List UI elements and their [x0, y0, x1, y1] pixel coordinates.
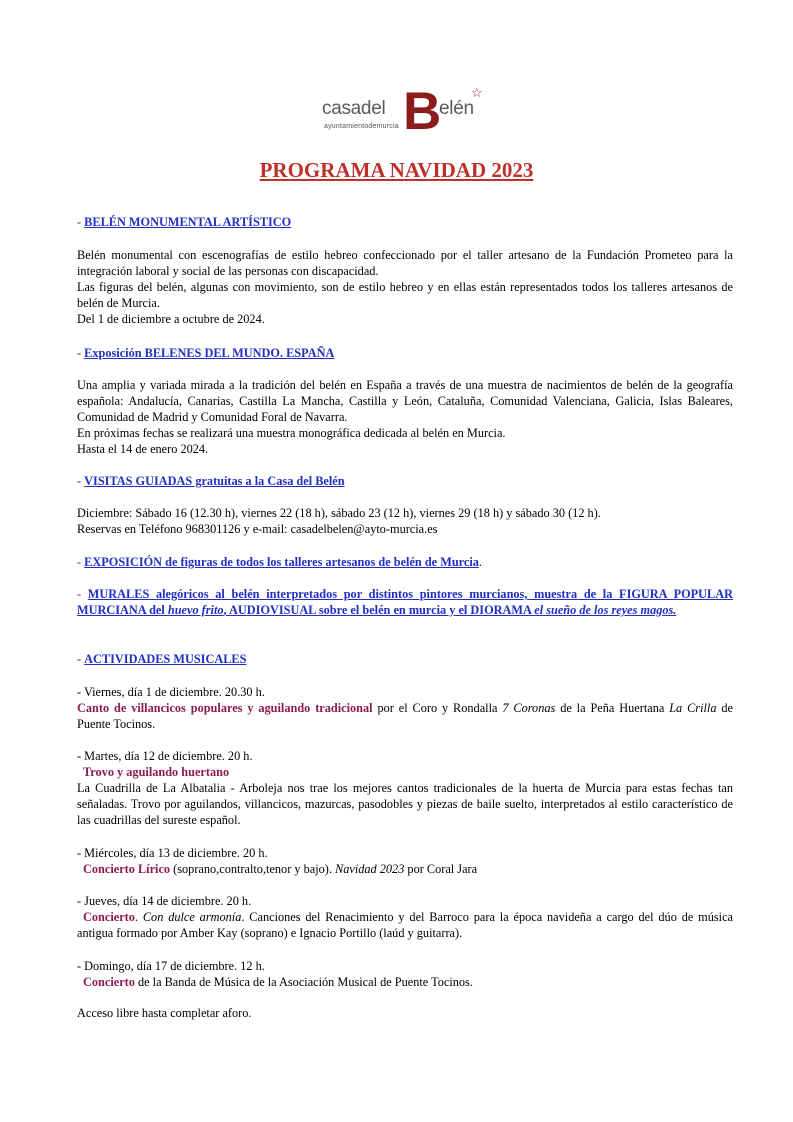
section-visitas-heading: - VISITAS GUIADAS gratuitas a la Casa del Belén — [77, 474, 345, 488]
event-2-title: Trovo y aguilando huertano — [83, 765, 230, 779]
event-1-date: - Viernes, día 1 de diciembre. 20.30 h. — [77, 685, 265, 699]
logo-big-letter: B — [403, 82, 442, 141]
casa-del-belen-logo — [313, 84, 495, 144]
section-visitas-body — [77, 505, 733, 537]
event-5 — [77, 958, 733, 990]
section-exposicion-body — [77, 377, 733, 457]
event-4 — [77, 893, 733, 941]
section-actividades-heading: - ACTIVIDADES MUSICALES — [77, 652, 247, 666]
event-1 — [77, 684, 733, 732]
event-3 — [77, 845, 733, 877]
event-5-date: - Domingo, día 17 de diciembre. 12 h. — [77, 959, 265, 973]
belen-paragraph-1: Belén monumental con escenografías de estilo hebreo confeccionado por el taller artesano de la Fundación Prometeo para la integración laboral y social de las personas con discapacidad. — [77, 248, 733, 278]
event-4-description: Concierto. Con dulce armonía. Canciones del Renacimiento y del Barroco para la época navideña a cargo del dúo de música antigua formado por Amber Kay (soprano) e Ignacio Portillo (laúd y guitarra). — [77, 910, 734, 940]
event-3-description: Concierto Lírico (soprano,contralto,tenor y bajo). Navidad 2023 por Coral Jara — [83, 862, 478, 876]
section-murales: - MURALES alegóricos al belén interpretados por distintos pintores murcianos, muestra de la FIGURA POPULAR MURCIANA del huevo frito, AUDIOVISUAL sobre el belén en murcia y el DIORAMA el sueño de los reyes magos. — [77, 587, 734, 617]
section-figuras: - EXPOSICIÓN de figuras de todos los talleres artesanos de belén de Murcia. — [77, 555, 482, 569]
section-belen-heading: - BELÉN MONUMENTAL ARTÍSTICO — [77, 215, 292, 229]
event-2-description: La Cuadrilla de La Albatalia - Arboleja nos trae los mejores cantos tradicionales de la huerta de Murcia para estas fechas tan señaladas. Trovo por aguilandos, villancicos, mazurcas, pasodobles y piezas de baile suelto, interpretados al estilo característico de las cuadrillas del sureste español. — [77, 781, 733, 827]
exposicion-paragraph-1: Una amplia y variada mirada a la tradición del belén en España a través de una muestra de nacimientos de belén de la geografía española: Andalucía, Canarias, Castilla La Mancha, Castilla y León, Cataluña, Comunidad Valenciana, Galicia, Islas Baleares, Comunidad de Madrid y Comunidad Foral de Navarra. — [77, 378, 733, 424]
exposicion-paragraph-3: Hasta el 14 de enero 2024. — [77, 442, 209, 456]
logo-word-right: elén — [439, 98, 474, 119]
exposicion-paragraph-2: En próximas fechas se realizará una muestra monográfica dedicada al belén en Murcia. — [77, 426, 506, 440]
visitas-heading-link[interactable]: VISITAS GUIADAS gratuitas a la Casa del Belén — [84, 474, 345, 488]
event-2 — [77, 748, 733, 828]
logo-word-left: casadel — [322, 98, 386, 119]
figuras-heading-link[interactable]: EXPOSICIÓN de figuras de todos los talleres artesanos de belén de Murcia — [84, 555, 479, 569]
page-title: PROGRAMA NAVIDAD 2023 — [259, 158, 534, 182]
star-icon: ☆ — [471, 85, 483, 100]
section-belen-body — [77, 247, 733, 327]
logo-tagline: ayuntamientodemurcia — [324, 123, 399, 130]
exposicion-heading-link[interactable]: Exposición BELENES DEL MUNDO. ESPAÑA — [84, 346, 335, 360]
murales-heading-link[interactable]: MURALES alegóricos al belén interpretados por distintos pintores murcianos, muestra de la FIGURA POPULAR MURCIANA del huevo frito, AUDIOVISUAL sobre el belén en murcia y el DIORAMA el sueño de los reyes magos. — [77, 587, 734, 617]
event-3-date: - Miércoles, día 13 de diciembre. 20 h. — [77, 846, 268, 860]
footer-note: Acceso libre hasta completar aforo. — [77, 1006, 252, 1020]
event-4-date: - Jueves, día 14 de diciembre. 20 h. — [77, 894, 252, 908]
section-exposicion-heading: - Exposición BELENES DEL MUNDO. ESPAÑA — [77, 346, 335, 360]
visitas-contact: Reservas en Teléfono 968301126 y e-mail: casadelbelen@ayto-murcia.es — [77, 522, 438, 536]
actividades-heading-link[interactable]: ACTIVIDADES MUSICALES — [84, 652, 247, 666]
belen-paragraph-2: Las figuras del belén, algunas con movimiento, son de estilo hebreo y en ellas están representados todos los talleres artesanos de belén de Murcia. — [77, 280, 733, 310]
event-1-description: Canto de villancicos populares y aguilando tradicional por el Coro y Rondalla 7 Coronas de la Peña Huertana La Crilla de Puente Tocinos. — [77, 701, 733, 731]
event-2-date: - Martes, día 12 de diciembre. 20 h. — [77, 749, 253, 763]
belen-heading-link[interactable]: BELÉN MONUMENTAL ARTÍSTICO — [84, 215, 292, 229]
event-5-description: Concierto de la Banda de Música de la Asociación Musical de Puente Tocinos. — [83, 975, 473, 989]
belen-paragraph-3: Del 1 de diciembre a octubre de 2024. — [77, 312, 265, 326]
visitas-schedule: Diciembre: Sábado 16 (12.30 h), viernes 22 (18 h), sábado 23 (12 h), viernes 29 (18 h) y sábado 30 (12 h). — [77, 506, 601, 520]
